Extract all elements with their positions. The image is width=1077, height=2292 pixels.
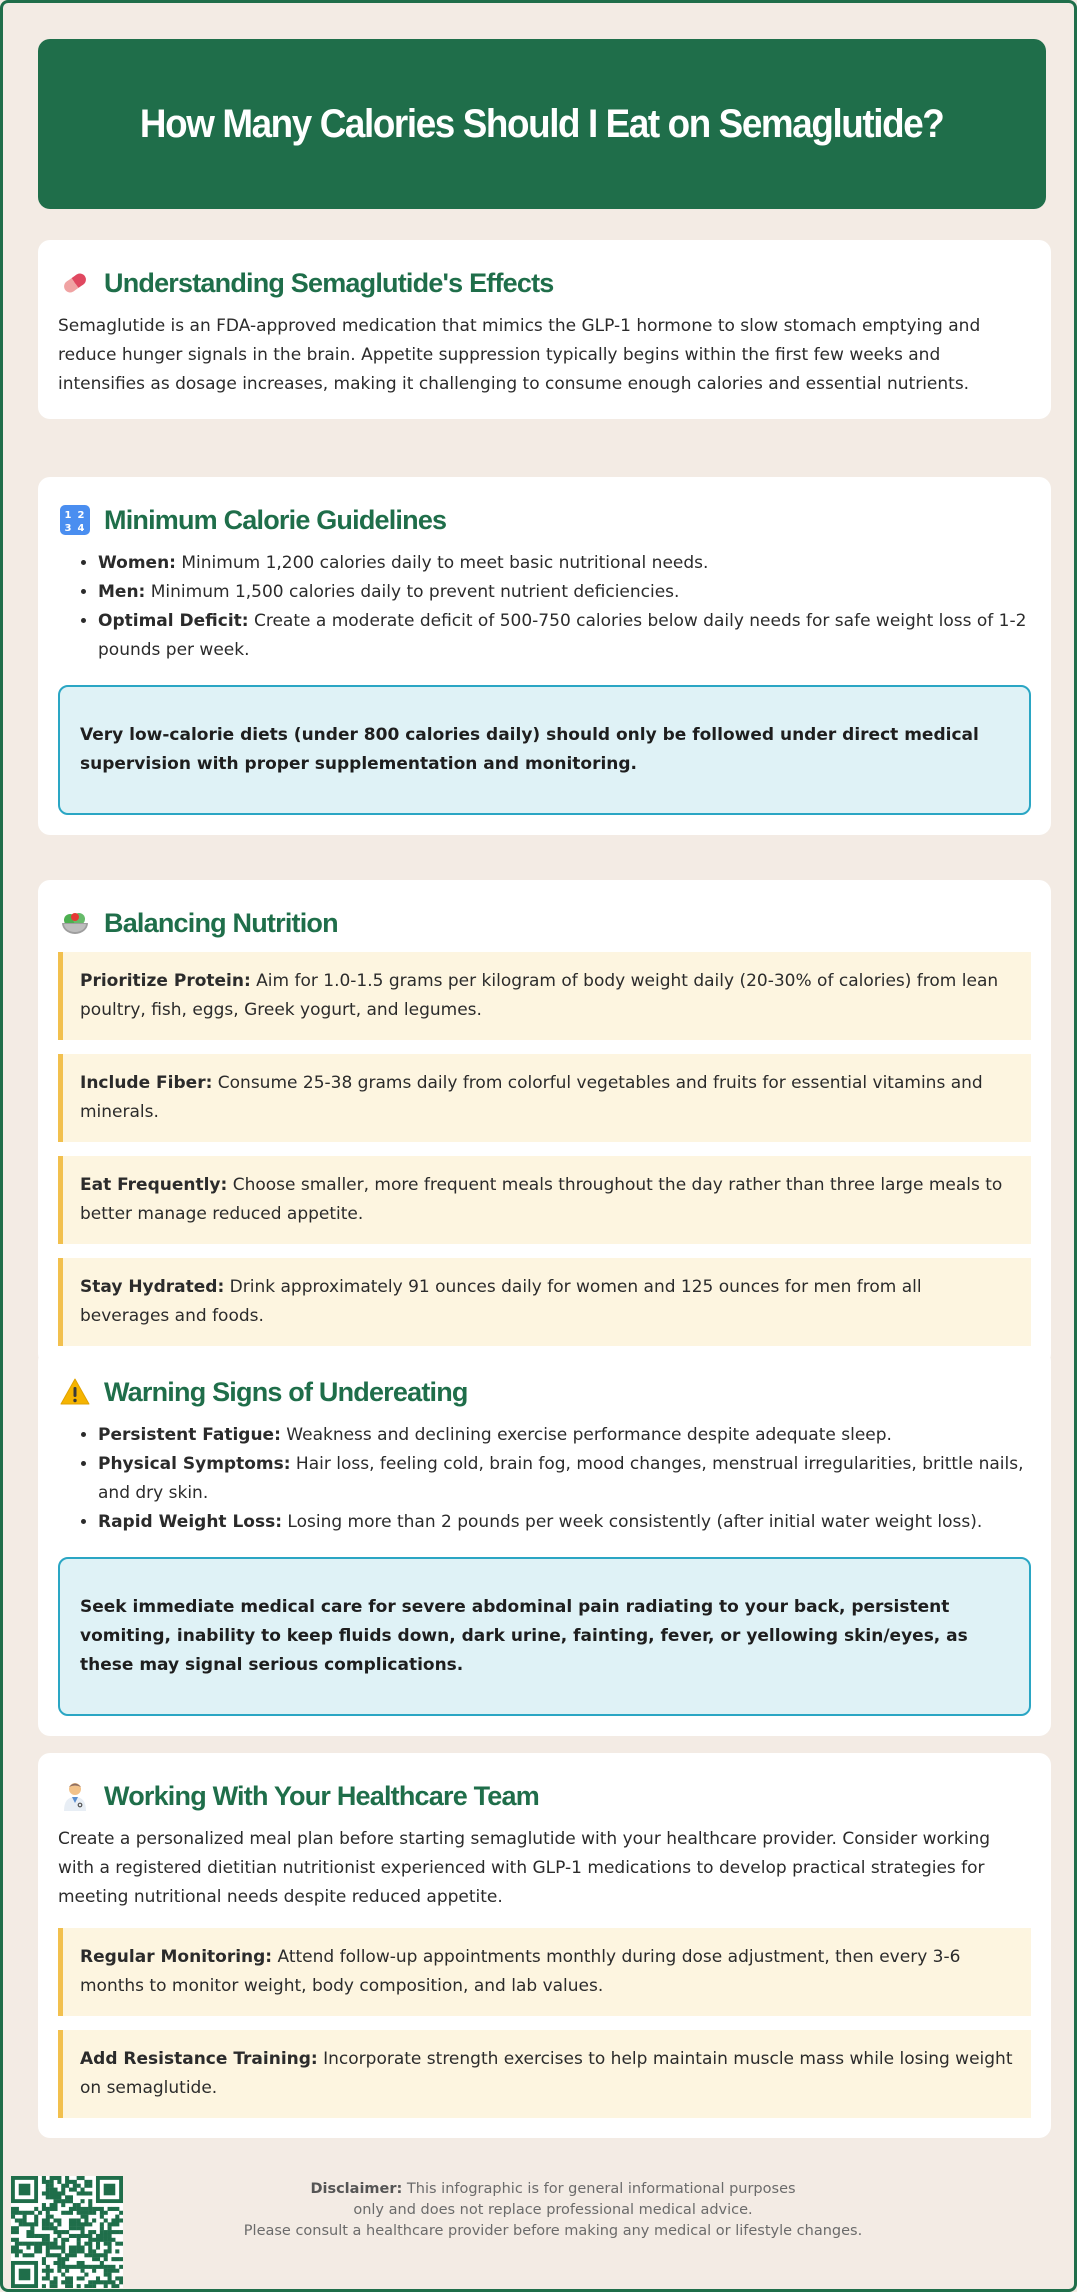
tip-label: Include Fiber: [80,1073,213,1093]
section-guidelines [38,477,1051,835]
tip-box [58,952,1031,1040]
disclaimer-line: Please consult a healthcare provider before making any medical or lifestyle changes. [243,2223,863,2239]
item-text: Weakness and declining exercise performance despite adequate sleep. [280,1425,892,1445]
tip-text: Incorporate strength exercises to help maintain muscle mass while losing weight on semaglutide. [80,2049,1013,2098]
item-text: Minimum 1,500 calories daily to prevent nutrient deficiencies. [145,582,680,602]
list-item [98,549,1031,578]
pill-icon [58,266,92,300]
list-item [98,607,1031,665]
item-text: Minimum 1,200 calories daily to meet basic nutritional needs. [175,553,709,573]
section-title: Warning Signs of Undereating [104,1376,468,1407]
section-title: Balancing Nutrition [104,907,338,938]
numbers-icon [58,503,92,537]
salad-icon [58,906,92,940]
section-effects [38,240,1051,419]
tip-text: Drink approximately 91 ounces daily for women and 125 ounces for men from all beverages and foods. [80,1277,922,1326]
section-header [58,906,1031,940]
tip-box [58,1054,1031,1142]
section-warning [38,1349,1051,1736]
section-header [58,266,1031,300]
tip-label: Regular Monitoring: [80,1947,273,1967]
section-body: Semaglutide is an FDA-approved medication that mimics the GLP-1 hormone to slow stomach emptying and reduce hunger signals in the brain. Appetite suppression typically begins within the first few weeks and intensifies as dosage increases, making it challenging to consume enough calories and essential nutrients. [58,316,981,394]
tip-label: Prioritize Protein: [80,971,251,991]
disclaimer-line: This infographic is for general informational purposes [402,2181,796,2197]
callout-box: Seek immediate medical care for severe abdominal pain radiating to your back, persistent vomiting, inability to keep fluids down, dark urine, fainting, fever, or yellowing skin/eyes, as these may signal serious complications. [58,1557,1031,1716]
list-item [98,1450,1031,1508]
tip-text: Attend follow-up appointments monthly during dose adjustment, then every 3-6 months to monitor weight, body composition, and lab values. [80,1947,961,1996]
section-header [58,503,1031,537]
section-title: Working With Your Healthcare Team [104,1780,539,1811]
item-label: Women: [98,553,176,573]
item-label: Optimal Deficit: [98,611,249,631]
item-label: Physical Symptoms: [98,1454,291,1474]
svg-text:4: 4 [77,523,85,534]
item-label: Persistent Fatigue: [98,1425,281,1445]
page-title: How Many Calories Should I Eat on Semaglutide? [140,101,944,146]
tip-box [58,2030,1031,2118]
svg-text:2: 2 [77,510,85,521]
item-label: Men: [98,582,146,602]
list-item [98,578,1031,607]
tip-box [58,1156,1031,1244]
qr-code-icon[interactable] [11,2176,123,2288]
tip-text: Consume 25-38 grams daily from colorful vegetables and fruits for essential vitamins and minerals. [80,1073,983,1122]
callout-box: Very low-calorie diets (under 800 calories daily) should only be followed under direct medical supervision with proper supplementation and monitoring. [58,685,1031,815]
disclaimer [193,2179,913,2242]
section-nutrition [38,880,1051,1366]
list-item [98,1421,1031,1450]
list-item [98,1508,1031,1537]
page-header [38,39,1046,209]
doctor-icon [58,1779,92,1813]
item-text: Create a moderate deficit of 500-750 calories below daily needs for safe weight loss of 1-2 pounds per week. [98,611,1027,660]
footer [3,2171,1077,2291]
svg-text:3: 3 [64,523,72,534]
section-title: Understanding Semaglutide's Effects [104,267,554,298]
section-body: Create a personalized meal plan before starting semaglutide with your healthcare provider. Consider working with a registered dietitian nutritionist experienced with GLP-1 medications to develop practical strategies for meeting nutritional needs despite reduced appetite. [58,1829,991,1907]
tip-text: Choose smaller, more frequent meals throughout the day rather than three large meals to better manage reduced appetite. [80,1175,1003,1224]
section-header [58,1375,1031,1409]
disclaimer-line: only and does not replace professional medical advice. [353,2202,753,2218]
warning-icon [58,1375,92,1409]
svg-text:1: 1 [64,510,72,521]
tip-text: Aim for 1.0-1.5 grams per kilogram of body weight daily (20-30% of calories) from lean poultry, fish, eggs, Greek yogurt, and legumes. [80,971,999,1020]
item-text: Losing more than 2 pounds per week consistently (after initial water weight loss). [282,1512,983,1532]
tip-label: Eat Frequently: [80,1175,228,1195]
section-team [38,1753,1051,2138]
tip-label: Add Resistance Training: [80,2049,318,2069]
guidelines-list [58,549,1031,665]
tip-box [58,1258,1031,1346]
tip-label: Stay Hydrated: [80,1277,225,1297]
section-title: Minimum Calorie Guidelines [104,504,447,535]
tip-box [58,1928,1031,2016]
warning-list [58,1421,1031,1537]
disclaimer-label: Disclaimer: [310,2181,403,2197]
section-header [58,1779,1031,1813]
item-text: Hair loss, feeling cold, brain fog, mood changes, menstrual irregularities, brittle nails, and dry skin. [98,1454,1024,1503]
item-label: Rapid Weight Loss: [98,1512,283,1532]
